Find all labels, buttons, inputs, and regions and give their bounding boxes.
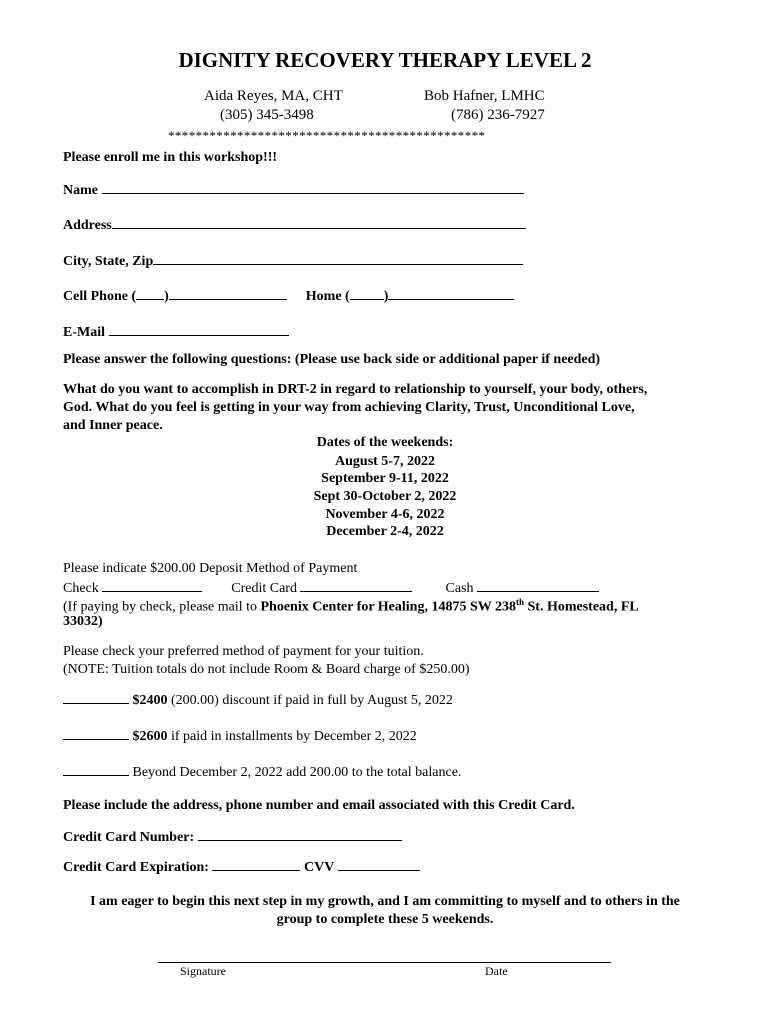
- city-label: City, State, Zip: [63, 254, 154, 269]
- name-label: Name: [63, 183, 98, 198]
- credit-card-expiration-label: Credit Card Expiration:: [63, 860, 209, 875]
- home-label: Home (: [305, 289, 350, 304]
- credit-card-instructions: Please include the address, phone number and email associated with this Credit Card.: [63, 798, 575, 813]
- name-line[interactable]: [102, 181, 524, 194]
- tuition-amount: $2600: [132, 729, 168, 744]
- credit-card-expiration-field[interactable]: [63, 858, 420, 876]
- dates-heading: Dates of the weekends:: [316, 435, 454, 450]
- therapist-2-name: Bob Hafner, LMHC: [424, 88, 545, 104]
- date-item: Sept 30-October 2, 2022: [313, 489, 457, 504]
- home-area-line[interactable]: [350, 287, 384, 300]
- divider: **********************************************: [168, 128, 486, 143]
- email-line[interactable]: [109, 323, 289, 336]
- address-field[interactable]: [63, 216, 526, 234]
- check-mail-note-zip: 33032): [63, 614, 103, 629]
- name-field[interactable]: [63, 181, 524, 199]
- credit-card-number-field[interactable]: [63, 828, 402, 846]
- tuition-option-full[interactable]: $2400 (200.00) discount if paid in full by August 5, 2022: [63, 691, 453, 709]
- cvv-label: CVV: [303, 860, 335, 875]
- address-label: Address: [63, 218, 112, 233]
- city-line[interactable]: [153, 252, 523, 265]
- cvv-line[interactable]: [338, 858, 420, 871]
- page-title: DIGNITY RECOVERY THERAPY LEVEL 2: [178, 48, 592, 72]
- check-label: Check: [63, 581, 99, 596]
- credit-card-expiration-line[interactable]: [212, 858, 300, 871]
- city-field[interactable]: [63, 252, 523, 270]
- commitment-line-2: group to complete these 5 weekends.: [276, 912, 494, 927]
- date-item: September 9-11, 2022: [321, 471, 449, 486]
- check-line[interactable]: [102, 579, 202, 592]
- credit-card-label: Credit Card: [231, 581, 297, 596]
- tuition-heading: Please check your preferred method of payment for your tuition.: [63, 644, 424, 659]
- phone-fields[interactable]: [63, 287, 514, 305]
- tuition-option-installments[interactable]: $2600 if paid in installments by December 2, 2022: [63, 727, 417, 745]
- credit-card-number-label: Credit Card Number:: [63, 830, 195, 845]
- email-label: E-Mail: [63, 325, 105, 340]
- cash-label: Cash: [445, 581, 474, 596]
- therapist-2-phone: (786) 236-7927: [451, 107, 545, 123]
- deposit-methods[interactable]: [63, 579, 599, 597]
- questions-heading: Please answer the following questions: (Please use back side or additional paper if needed): [63, 352, 601, 367]
- email-field[interactable]: [63, 323, 289, 341]
- cash-line[interactable]: [477, 579, 599, 592]
- tuition-amount: $2400: [132, 693, 168, 708]
- cell-line[interactable]: [169, 287, 287, 300]
- cell-area-line[interactable]: [136, 287, 164, 300]
- date-item: August 5-7, 2022: [335, 454, 435, 469]
- cell-label: Cell Phone (: [63, 289, 137, 304]
- question-line-2: God. What do you feel is getting in your way from achieving Clarity, Trust, Unconditional Love,: [63, 400, 635, 415]
- tuition-note: (NOTE: Tuition totals do not include Room & Board charge of $250.00): [63, 662, 470, 677]
- tuition-option-checkline[interactable]: [63, 727, 129, 740]
- therapist-1-phone: (305) 345-3498: [220, 107, 314, 123]
- date-label: Date: [485, 964, 508, 978]
- signature-line[interactable]: [158, 962, 611, 963]
- question-line-1: What do you want to accomplish in DRT-2 in regard to relationship to yourself, your body, others,: [63, 382, 648, 397]
- check-mail-note: (If paying by check, please mail to Phoenix Center for Healing, 14875 SW 238th St. Homestead, FL: [63, 597, 639, 615]
- enroll-heading: Please enroll me in this workshop!!!: [63, 150, 278, 165]
- signature-label: Signature: [180, 964, 226, 978]
- date-item: November 4-6, 2022: [325, 507, 445, 522]
- date-item: December 2-4, 2022: [326, 524, 444, 539]
- deposit-heading: Please indicate $200.00 Deposit Method of Payment: [63, 561, 358, 576]
- commitment-line-1: I am eager to begin this next step in my growth, and I am committing to myself and to others in the: [90, 894, 680, 909]
- question-line-3: and Inner peace.: [63, 418, 163, 433]
- home-close: ): [383, 289, 389, 304]
- tuition-option-late[interactable]: Beyond December 2, 2022 add 200.00 to the total balance.: [63, 763, 461, 781]
- home-line[interactable]: [388, 287, 514, 300]
- credit-card-number-line[interactable]: [198, 828, 402, 841]
- tuition-option-checkline[interactable]: [63, 691, 129, 704]
- therapist-1-name: Aida Reyes, MA, CHT: [204, 88, 343, 104]
- address-line[interactable]: [112, 216, 526, 229]
- credit-card-line[interactable]: [300, 579, 412, 592]
- tuition-option-checkline[interactable]: [63, 763, 129, 776]
- cell-close: ): [164, 289, 169, 304]
